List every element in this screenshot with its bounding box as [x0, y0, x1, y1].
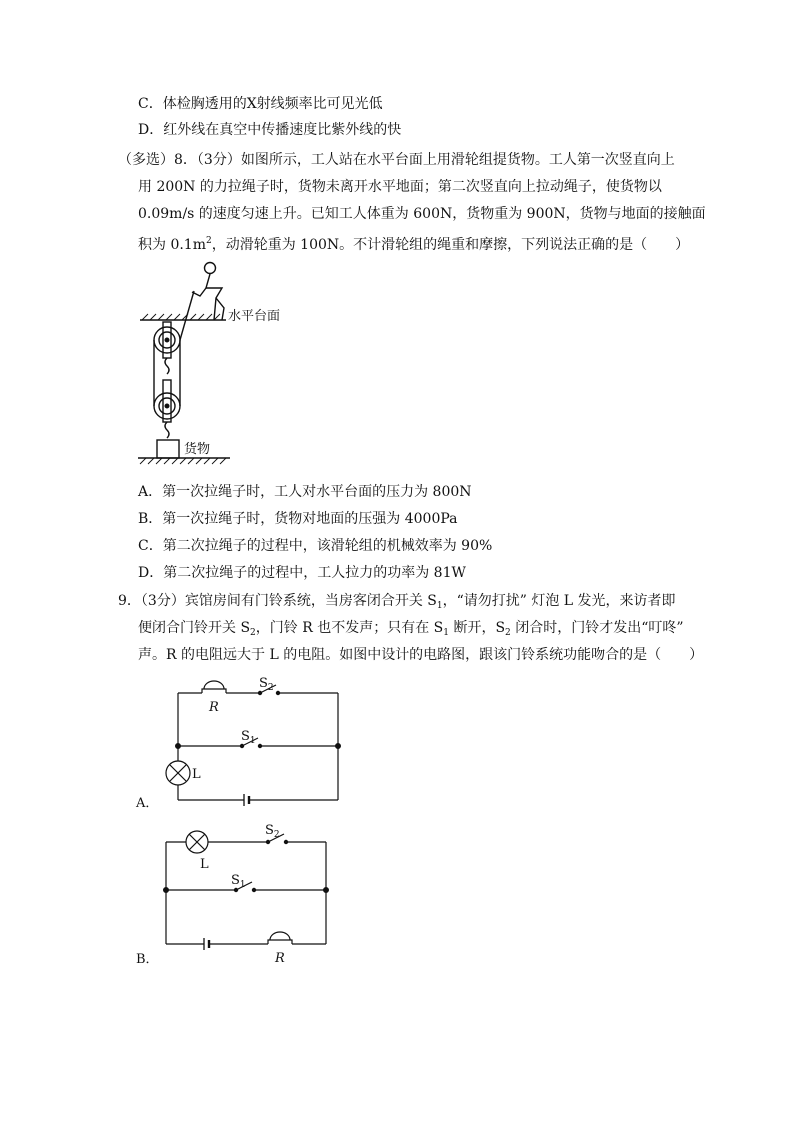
label-s1: $S_1$ — [231, 873, 246, 890]
q8-option-d: D．第二次拉绳子的过程中，工人拉力的功率为 81W — [138, 565, 466, 581]
q8-stem-line4 — [138, 231, 689, 255]
label-l: L — [192, 767, 201, 782]
worker-head — [205, 263, 216, 274]
label-s1: $S_1$ — [241, 729, 256, 746]
q9-stem-line1: 9．（3分）宾馆房间有门铃系统，当房客闭合开关 $S_1$，“请勿打扰” 灯泡 L 发光，来访者即 — [118, 593, 676, 611]
pulley-figure — [130, 258, 310, 468]
label-s2: $S_2$ — [265, 823, 280, 840]
q8-area-exponent: 2 — [206, 236, 212, 246]
q8-stem-line2: 用 200N 的力拉绳子时，货物未离开水平地面；第二次竖直向上拉动绳子，使货物以 — [138, 179, 662, 195]
q8-option-a: A．第一次拉绳子时，工人对水平台面的压力为 800N — [138, 484, 472, 500]
circuit-a — [130, 670, 350, 820]
platform-hatch — [142, 314, 220, 320]
q8-stem-line3: 0.09m/s 的速度匀速上升。已知工人体重为 600N，货物重为 900N，货物与地面的接触面 — [138, 206, 706, 222]
label-r: R — [275, 951, 285, 966]
option-b-label: B． — [136, 952, 159, 967]
cargo-box — [157, 440, 179, 458]
label-r: R — [209, 700, 219, 715]
pull-rope — [180, 291, 194, 340]
platform-label: 水平台面 — [228, 309, 281, 324]
label-l: L — [200, 857, 209, 872]
q8-stem-line4-a: 积为 0.1m — [138, 237, 206, 253]
circuit-b — [130, 818, 350, 968]
bell-r-base — [268, 940, 292, 944]
q8-stem-line4-b: ，动滑轮重为 100N。不计滑轮组的绳重和摩擦，下列说法正确的是（ ） — [211, 237, 690, 253]
cargo-label: 货物 — [184, 442, 211, 457]
ground-hatch — [140, 458, 226, 464]
movable-pulley-bracket — [163, 380, 171, 422]
bell-r-base — [202, 689, 226, 693]
option-a-label: A． — [136, 796, 159, 811]
bell-r-dome — [204, 681, 224, 689]
bell-r-dome — [270, 932, 290, 940]
q7-option-c: C．体检胸透用的X射线频率比可见光低 — [138, 96, 383, 112]
worker-body — [206, 274, 222, 320]
q9-stem-line2: 便闭合门铃开关 $S_2$，门铃 R 也不发声；只有在 $S_1$ 断开，$S_2$ 闭合时，门铃才发出“叮咚” — [138, 620, 684, 638]
q8-stem-line1: （多选）8．（3分）如图所示，工人站在水平台面上用滑轮组提货物。工人第一次竖直向上 — [118, 152, 675, 168]
q8-option-b: B．第一次拉绳子时，货物对地面的压强为 4000Pa — [138, 511, 458, 527]
q7-option-d: D．红外线在真空中传播速度比紫外线的快 — [138, 122, 402, 138]
label-s2: $S_2$ — [259, 676, 274, 693]
q8-option-c: C．第二次拉绳子的过程中，该滑轮组的机械效率为 90% — [138, 538, 493, 554]
q9-stem-line3: 声。R 的电阻远大于 L 的电阻。如图中设计的电路图，跟该门铃系统功能吻合的是（ ） — [138, 647, 704, 663]
